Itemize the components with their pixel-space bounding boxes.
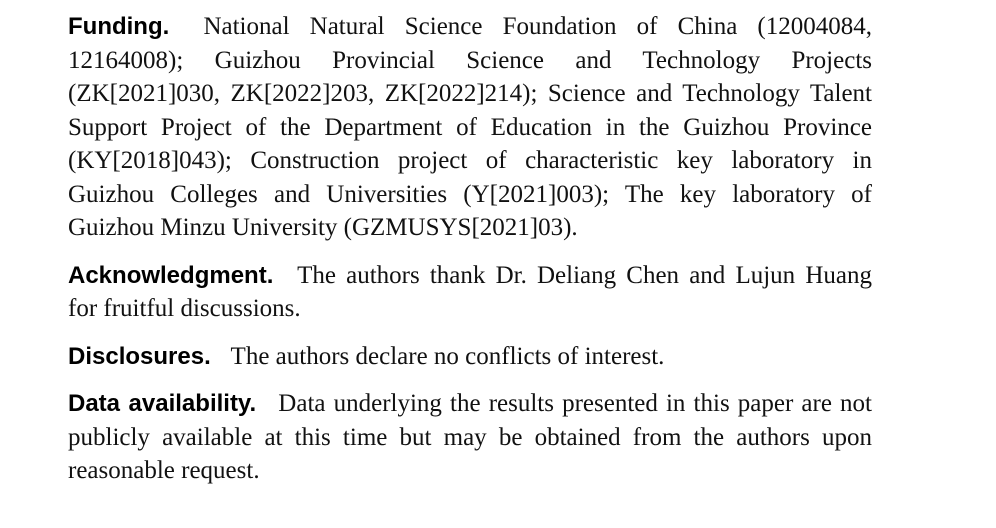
funding-heading: Funding. (68, 13, 170, 40)
acknowledgment-heading: Acknowledgment. (68, 261, 274, 289)
acknowledgment-section (68, 259, 872, 326)
data-availability-section (68, 387, 872, 488)
back-matter (68, 10, 872, 488)
disclosures-section (68, 340, 872, 374)
disclosures-heading: Disclosures. (68, 342, 211, 370)
data-availability-heading: Data availability. (68, 390, 257, 417)
funding-section (68, 10, 872, 245)
funding-text: National Natural Science Foundation of China (12004084, 12164008); Guizhou Provincial Science and Technology Projects (ZK[2021]030, ZK[2022]203, ZK[2022]214); Science and Technology Talent Support Project of the Department of Education in the Guizhou Province (KY[2018]043); Construction project of characteristic key laboratory in Guizhou Colleges and Universities (Y[2021]003); The key laboratory of Guizhou Minzu University (GZMUSYS[2021]03). (68, 13, 873, 241)
data-availability-text: Data underlying the results presented in this paper are not publicly available at this time but may be obtained from the authors upon reasonable request. (68, 390, 872, 484)
acknowledgment-text: The authors thank Dr. Deliang Chen and Lujun Huang for fruitful discussions. (68, 261, 872, 322)
disclosures-text: The authors declare no conflicts of interest. (230, 342, 665, 370)
